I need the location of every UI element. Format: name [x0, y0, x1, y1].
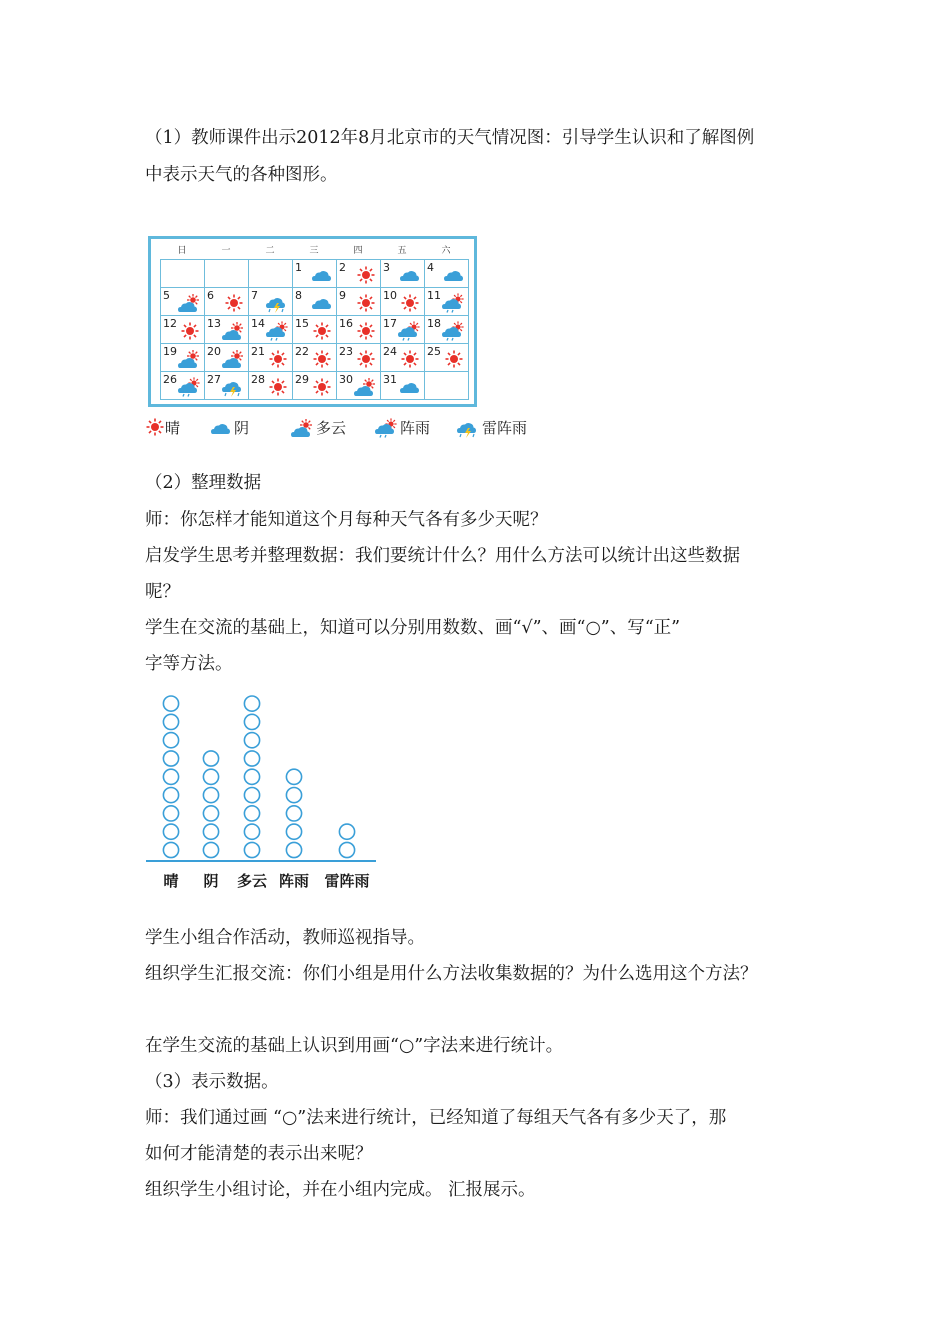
report-question-line: 组织学生汇报交流：你们小组是用什么方法收集数据的？为什么选用这个方法？	[145, 964, 758, 984]
calendar-cell	[205, 372, 249, 400]
weekday-label: 一	[221, 246, 231, 256]
calendar-cell	[293, 344, 337, 372]
pictograph-circle	[203, 769, 218, 784]
day-number: 27	[207, 373, 221, 386]
qing-weather-icon	[401, 350, 419, 368]
calendar-cell	[205, 344, 249, 372]
duoyun-weather-icon	[221, 349, 247, 369]
pictograph-circle	[286, 769, 301, 784]
day-number: 25	[427, 345, 441, 358]
qing-weather-icon	[225, 294, 243, 312]
day-number: 5	[163, 289, 170, 302]
day-number: 20	[207, 345, 221, 358]
calendar-cell	[425, 316, 469, 344]
weekday-label: 四	[353, 246, 363, 256]
calendar-cell	[161, 260, 205, 288]
yin-weather-icon	[441, 265, 467, 285]
calendar-cell	[381, 288, 425, 316]
pictograph-circle	[163, 733, 178, 748]
calendar-cell	[249, 372, 293, 400]
day-number: 9	[339, 289, 346, 302]
calendar-cell	[381, 260, 425, 288]
day-number: 26	[163, 373, 177, 386]
day-number: 12	[163, 317, 177, 330]
calendar-weekday-header	[151, 243, 474, 257]
calendar-cell	[293, 372, 337, 400]
category-label: 阵雨	[278, 872, 309, 890]
pictograph-circle	[203, 806, 218, 821]
day-number: 19	[163, 345, 177, 358]
zhenyu-weather-icon	[441, 293, 467, 313]
pictograph-circle	[244, 696, 259, 711]
yin-weather-icon	[309, 265, 335, 285]
calendar-cell	[293, 260, 337, 288]
pictograph-circle	[339, 824, 354, 839]
pictograph-circle	[163, 696, 178, 711]
leizhenyu-weather-icon	[221, 377, 247, 397]
day-number: 23	[339, 345, 353, 358]
calendar-cell	[161, 316, 205, 344]
guide-line-2: 呢？	[145, 582, 180, 602]
calendar-cell	[381, 344, 425, 372]
calendar-cell	[337, 344, 381, 372]
zhenyu-weather-icon	[177, 377, 203, 397]
zhenyu-weather-icon	[397, 321, 423, 341]
weekday-label: 六	[441, 246, 451, 256]
qing-weather-icon	[357, 294, 375, 312]
pictograph-circle	[286, 842, 301, 857]
day-number: 15	[295, 317, 309, 330]
pictograph-circle	[203, 824, 218, 839]
discussion-line: 组织学生小组讨论，并在小组内完成。 汇报展示。	[145, 1180, 536, 1200]
pictograph-circle	[286, 806, 301, 821]
duoyun-weather-icon	[221, 321, 247, 341]
day-number: 14	[251, 317, 265, 330]
day-number: 13	[207, 317, 221, 330]
pictograph-circle	[244, 751, 259, 766]
legend-label: 雷阵雨	[482, 419, 528, 437]
day-number: 16	[339, 317, 353, 330]
legend-label: 阴	[234, 419, 250, 437]
qing-legend-icon	[146, 418, 164, 436]
weekday-label: 日	[177, 246, 187, 256]
day-number: 2	[339, 261, 346, 274]
pictograph-circle	[163, 842, 178, 857]
teacher-line-1: 师：我们通过画 “○”法来进行统计，已经知道了每组天气各有多少天了，那	[145, 1108, 727, 1128]
category-label: 多云	[236, 872, 267, 890]
day-number: 1	[295, 261, 302, 274]
qing-weather-icon	[313, 350, 331, 368]
weather-legend	[146, 416, 546, 440]
leizhenyu-legend-icon	[456, 418, 482, 438]
pictograph-circle	[163, 714, 178, 729]
yin-weather-icon	[397, 265, 423, 285]
yin-legend-icon	[208, 418, 234, 438]
category-label: 雷阵雨	[324, 872, 370, 890]
day-number: 21	[251, 345, 265, 358]
day-number: 22	[295, 345, 309, 358]
qing-weather-icon	[269, 350, 287, 368]
teacher-line-2: 如何才能清楚的表示出来呢？	[145, 1144, 373, 1164]
pictograph-circle	[163, 824, 178, 839]
pictograph-circle	[244, 769, 259, 784]
section-3-heading: （3）表示数据。	[145, 1072, 279, 1092]
pictograph-circle	[203, 751, 218, 766]
legend-label: 晴	[165, 419, 181, 437]
day-number: 11	[427, 289, 441, 302]
pictograph-circle	[286, 824, 301, 839]
zhenyu-weather-icon	[265, 321, 291, 341]
qing-weather-icon	[181, 322, 199, 340]
day-number: 31	[383, 373, 397, 386]
qing-weather-icon	[357, 266, 375, 284]
weekday-label: 五	[397, 246, 407, 256]
qing-weather-icon	[269, 378, 287, 396]
pictograph-circle	[244, 714, 259, 729]
yin-weather-icon	[397, 377, 423, 397]
calendar-cell	[337, 260, 381, 288]
qing-weather-icon	[357, 350, 375, 368]
weekday-label: 三	[309, 246, 319, 256]
qing-weather-icon	[313, 322, 331, 340]
day-number: 6	[207, 289, 214, 302]
weather-calendar	[148, 236, 477, 407]
pictograph-circle	[163, 788, 178, 803]
circle-pictograph	[140, 688, 390, 898]
calendar-cell	[161, 344, 205, 372]
yin-weather-icon	[309, 293, 335, 313]
method-line-1: 学生在交流的基础上，知道可以分别用数数、画“√”、画“○”、写“正”	[145, 618, 681, 638]
duoyun-weather-icon	[353, 377, 379, 397]
group-activity-line: 学生小组合作活动，教师巡视指导。	[145, 928, 425, 948]
day-number: 30	[339, 373, 353, 386]
pictograph-circle	[244, 824, 259, 839]
guide-line-1: 启发学生思考并整理数据：我们要统计什么？用什么方法可以统计出这些数据	[145, 546, 740, 566]
zhenyu-weather-icon	[441, 321, 467, 341]
calendar-cell	[249, 260, 293, 288]
day-number: 24	[383, 345, 397, 358]
duoyun-legend-icon	[290, 418, 316, 438]
qing-weather-icon	[313, 378, 331, 396]
category-label: 阴	[203, 872, 219, 890]
calendar-cell	[425, 372, 469, 400]
calendar-cell	[381, 372, 425, 400]
calendar-cell	[161, 288, 205, 316]
pictograph-circle	[163, 751, 178, 766]
calendar-cell	[337, 372, 381, 400]
section-2-heading: （2）整理数据	[145, 473, 262, 493]
calendar-cell	[425, 260, 469, 288]
legend-label: 阵雨	[400, 419, 431, 437]
day-number: 8	[295, 289, 302, 302]
pictograph-svg	[140, 688, 390, 868]
day-number: 17	[383, 317, 397, 330]
pictograph-circle	[244, 788, 259, 803]
qing-weather-icon	[445, 350, 463, 368]
calendar-cell	[205, 316, 249, 344]
pictograph-circle	[244, 842, 259, 857]
calendar-cell	[205, 288, 249, 316]
calendar-cell	[205, 260, 249, 288]
teacher-question: 师：你怎样才能知道这个月每种天气各有多少天呢？	[145, 510, 548, 530]
calendar-cell	[337, 288, 381, 316]
pictograph-circle	[339, 842, 354, 857]
day-number: 4	[427, 261, 434, 274]
leizhenyu-weather-icon	[265, 293, 291, 313]
zhenyu-legend-icon	[374, 418, 400, 438]
calendar-cell	[161, 372, 205, 400]
day-number: 3	[383, 261, 390, 274]
paragraph-1-line-1: （1）教师课件出示2012年8月北京市的天气情况图：引导学生认识和了解图例	[145, 128, 755, 148]
pictograph-circle	[203, 842, 218, 857]
calendar-cell	[337, 316, 381, 344]
pictograph-circle	[203, 788, 218, 803]
pictograph-circle	[244, 733, 259, 748]
pictograph-circle	[286, 788, 301, 803]
weekday-label: 二	[265, 246, 275, 256]
conclusion-line: 在学生交流的基础上认识到用画“○”字法来进行统计。	[145, 1036, 564, 1056]
pictograph-circle	[244, 806, 259, 821]
method-line-2: 字等方法。	[145, 654, 233, 674]
pictograph-circle	[163, 769, 178, 784]
legend-label: 多云	[316, 419, 347, 437]
day-number: 18	[427, 317, 441, 330]
calendar-cell	[381, 316, 425, 344]
calendar-cell	[425, 288, 469, 316]
calendar-cell	[249, 316, 293, 344]
calendar-cell	[293, 288, 337, 316]
calendar-cell	[293, 316, 337, 344]
qing-weather-icon	[357, 322, 375, 340]
duoyun-weather-icon	[177, 349, 203, 369]
calendar-grid	[160, 259, 469, 400]
paragraph-1-line-2: 中表示天气的各种图形。	[145, 165, 338, 185]
qing-weather-icon	[401, 294, 419, 312]
duoyun-weather-icon	[177, 293, 203, 313]
calendar-cell	[425, 344, 469, 372]
day-number: 29	[295, 373, 309, 386]
category-label: 晴	[163, 872, 179, 890]
calendar-cell	[249, 344, 293, 372]
day-number: 10	[383, 289, 397, 302]
day-number: 28	[251, 373, 265, 386]
pictograph-circle	[163, 806, 178, 821]
day-number: 7	[251, 289, 258, 302]
calendar-cell	[249, 288, 293, 316]
